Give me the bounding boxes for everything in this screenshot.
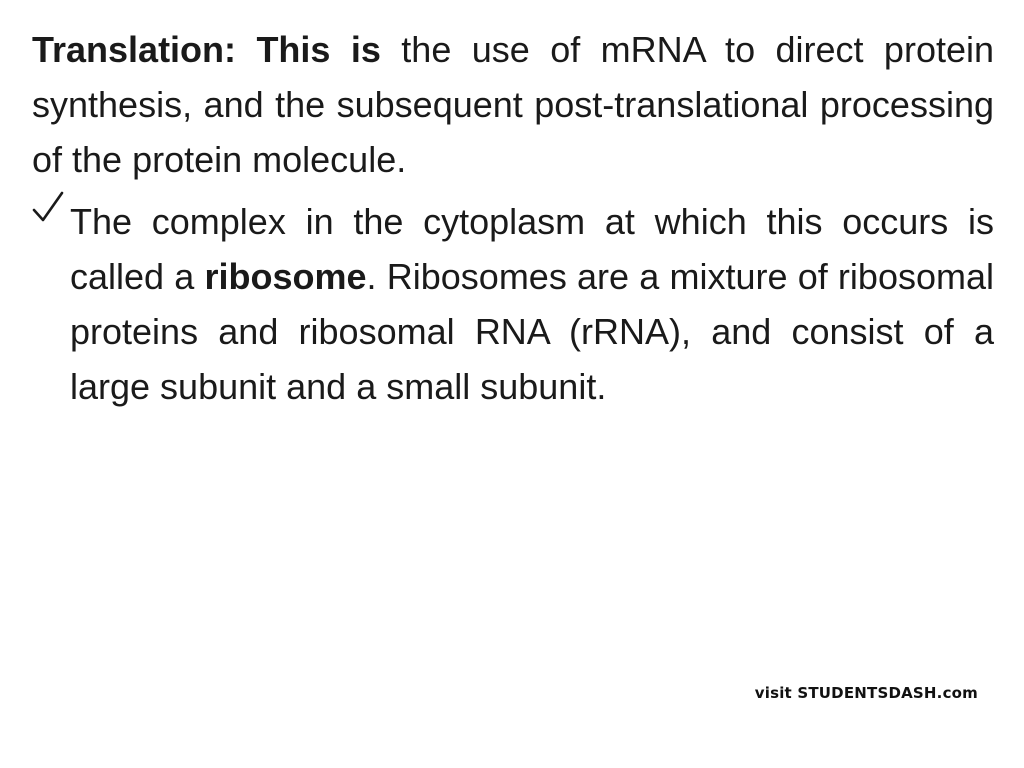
ribosome-text (70, 194, 994, 414)
ribosome-text-after: . Ribosomes are a mixture of ribosomal proteins and ribosomal RNA (rRNA), and consist of a large subunit and a small subunit. (70, 256, 994, 407)
ribosome-text-before: The complex in the cytoplasm at which this occurs is called a (70, 201, 994, 297)
translation-lead: Translation: This is (32, 29, 381, 70)
check-mark-icon (32, 190, 64, 224)
ribosome-term: ribosome (204, 256, 367, 297)
footer-link[interactable]: visit STUDENTSDASH.com (754, 684, 978, 702)
translation-text: the use of mRNA to direct protein synthesis, and the subsequent post-translational processing of the protein molecule. (32, 29, 995, 180)
translation-definition (32, 22, 994, 187)
